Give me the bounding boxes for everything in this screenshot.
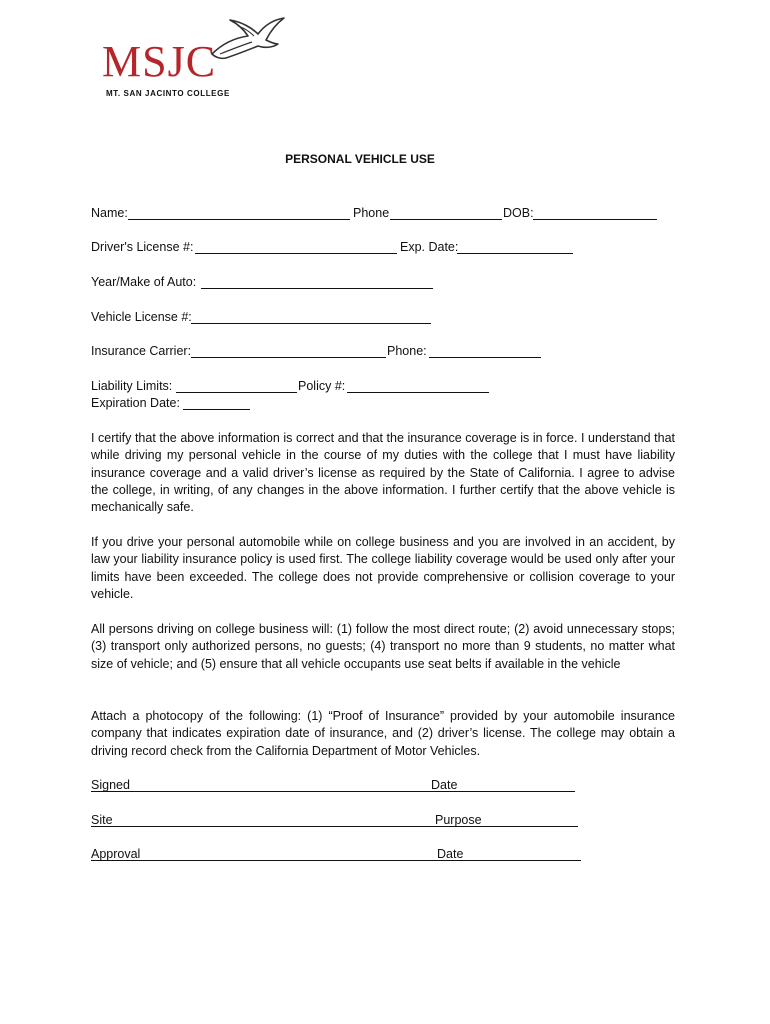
expiration-date-field[interactable] bbox=[183, 395, 250, 410]
signed-field[interactable] bbox=[91, 777, 431, 792]
insurance-phone-field[interactable] bbox=[429, 343, 541, 358]
attach-paragraph: Attach a photocopy of the following: (1) “Proof of Insurance” provided by your automobile insurance company that indicates expiration date of insurance, and (2) driver’s license. The college may obtain a driving record check from the California Department of Motor Vehicles. bbox=[91, 709, 675, 758]
purpose-label: Purpose bbox=[435, 813, 482, 827]
date-label-1: Date bbox=[431, 778, 458, 792]
expiration-date-label: Expiration Date: bbox=[91, 396, 180, 410]
site-label: Site bbox=[91, 813, 113, 827]
accident-paragraph: If you drive your personal automobile while on college business and you are involved in an accident, by law your liability insurance policy is used first. The college liability coverage would be used only after your limits have been exceeded. The college does not provide comprehensive or collision coverage to your vehicle. bbox=[91, 535, 675, 601]
vehicle-license-field[interactable] bbox=[191, 309, 431, 324]
certify-paragraph: I certify that the above information is correct and that the insurance coverage is in force. I understand that while driving my personal vehicle in the course of my duties with the college that I must have liability insurance coverage and a valid driver’s license as required by the State of California. I agree to advise the college, in writing, of any changes in the above information. I further certify that the above vehicle is mechanically safe. bbox=[91, 431, 675, 515]
policy-label: Policy #: bbox=[298, 379, 346, 393]
dob-field[interactable] bbox=[533, 205, 657, 220]
year-make-label: Year/Make of Auto: bbox=[91, 275, 197, 289]
approval-label: Approval bbox=[91, 847, 141, 861]
date-field-1[interactable] bbox=[431, 777, 575, 792]
liability-limits-label: Liability Limits: bbox=[91, 379, 173, 393]
drivers-license-label: Driver's License #: bbox=[91, 240, 194, 254]
logo-text: MSJC bbox=[102, 37, 217, 86]
exp-date-field[interactable] bbox=[457, 239, 573, 254]
name-label: Name: bbox=[91, 206, 128, 220]
name-field[interactable] bbox=[128, 205, 350, 220]
signed-label: Signed bbox=[91, 778, 130, 792]
logo-subtitle: MT. SAN JACINTO COLLEGE bbox=[106, 89, 230, 98]
site-field[interactable] bbox=[91, 812, 435, 827]
phone-label: Phone bbox=[353, 206, 390, 220]
rules-paragraph: All persons driving on college business will: (1) follow the most direct route; (2) avoid unnecessary stops; (3) transport only authorized persons, no guests; (4) transport no more than 9 students, no matter what size of vehicle; and (5) ensure that all vehicle occupants use seat belts if available in the vehicle bbox=[91, 622, 675, 671]
eagle-icon bbox=[208, 14, 286, 70]
insurance-carrier-field[interactable] bbox=[191, 343, 386, 358]
liability-limits-field[interactable] bbox=[176, 378, 297, 393]
phone-field[interactable] bbox=[390, 205, 502, 220]
year-make-field[interactable] bbox=[201, 274, 433, 289]
approval-field[interactable] bbox=[91, 846, 437, 861]
drivers-license-field[interactable] bbox=[195, 239, 397, 254]
date-field-2[interactable] bbox=[437, 846, 581, 861]
purpose-field[interactable] bbox=[435, 812, 578, 827]
insurance-phone-label: Phone: bbox=[387, 344, 427, 358]
insurance-carrier-label: Insurance Carrier: bbox=[91, 344, 192, 358]
date-label-2: Date bbox=[437, 847, 464, 861]
dob-label: DOB: bbox=[503, 206, 534, 220]
exp-date-label: Exp. Date: bbox=[400, 240, 459, 254]
vehicle-license-label: Vehicle License #: bbox=[91, 310, 192, 324]
policy-field[interactable] bbox=[347, 378, 489, 393]
form-title: PERSONAL VEHICLE USE bbox=[285, 152, 435, 166]
college-logo bbox=[100, 14, 280, 104]
